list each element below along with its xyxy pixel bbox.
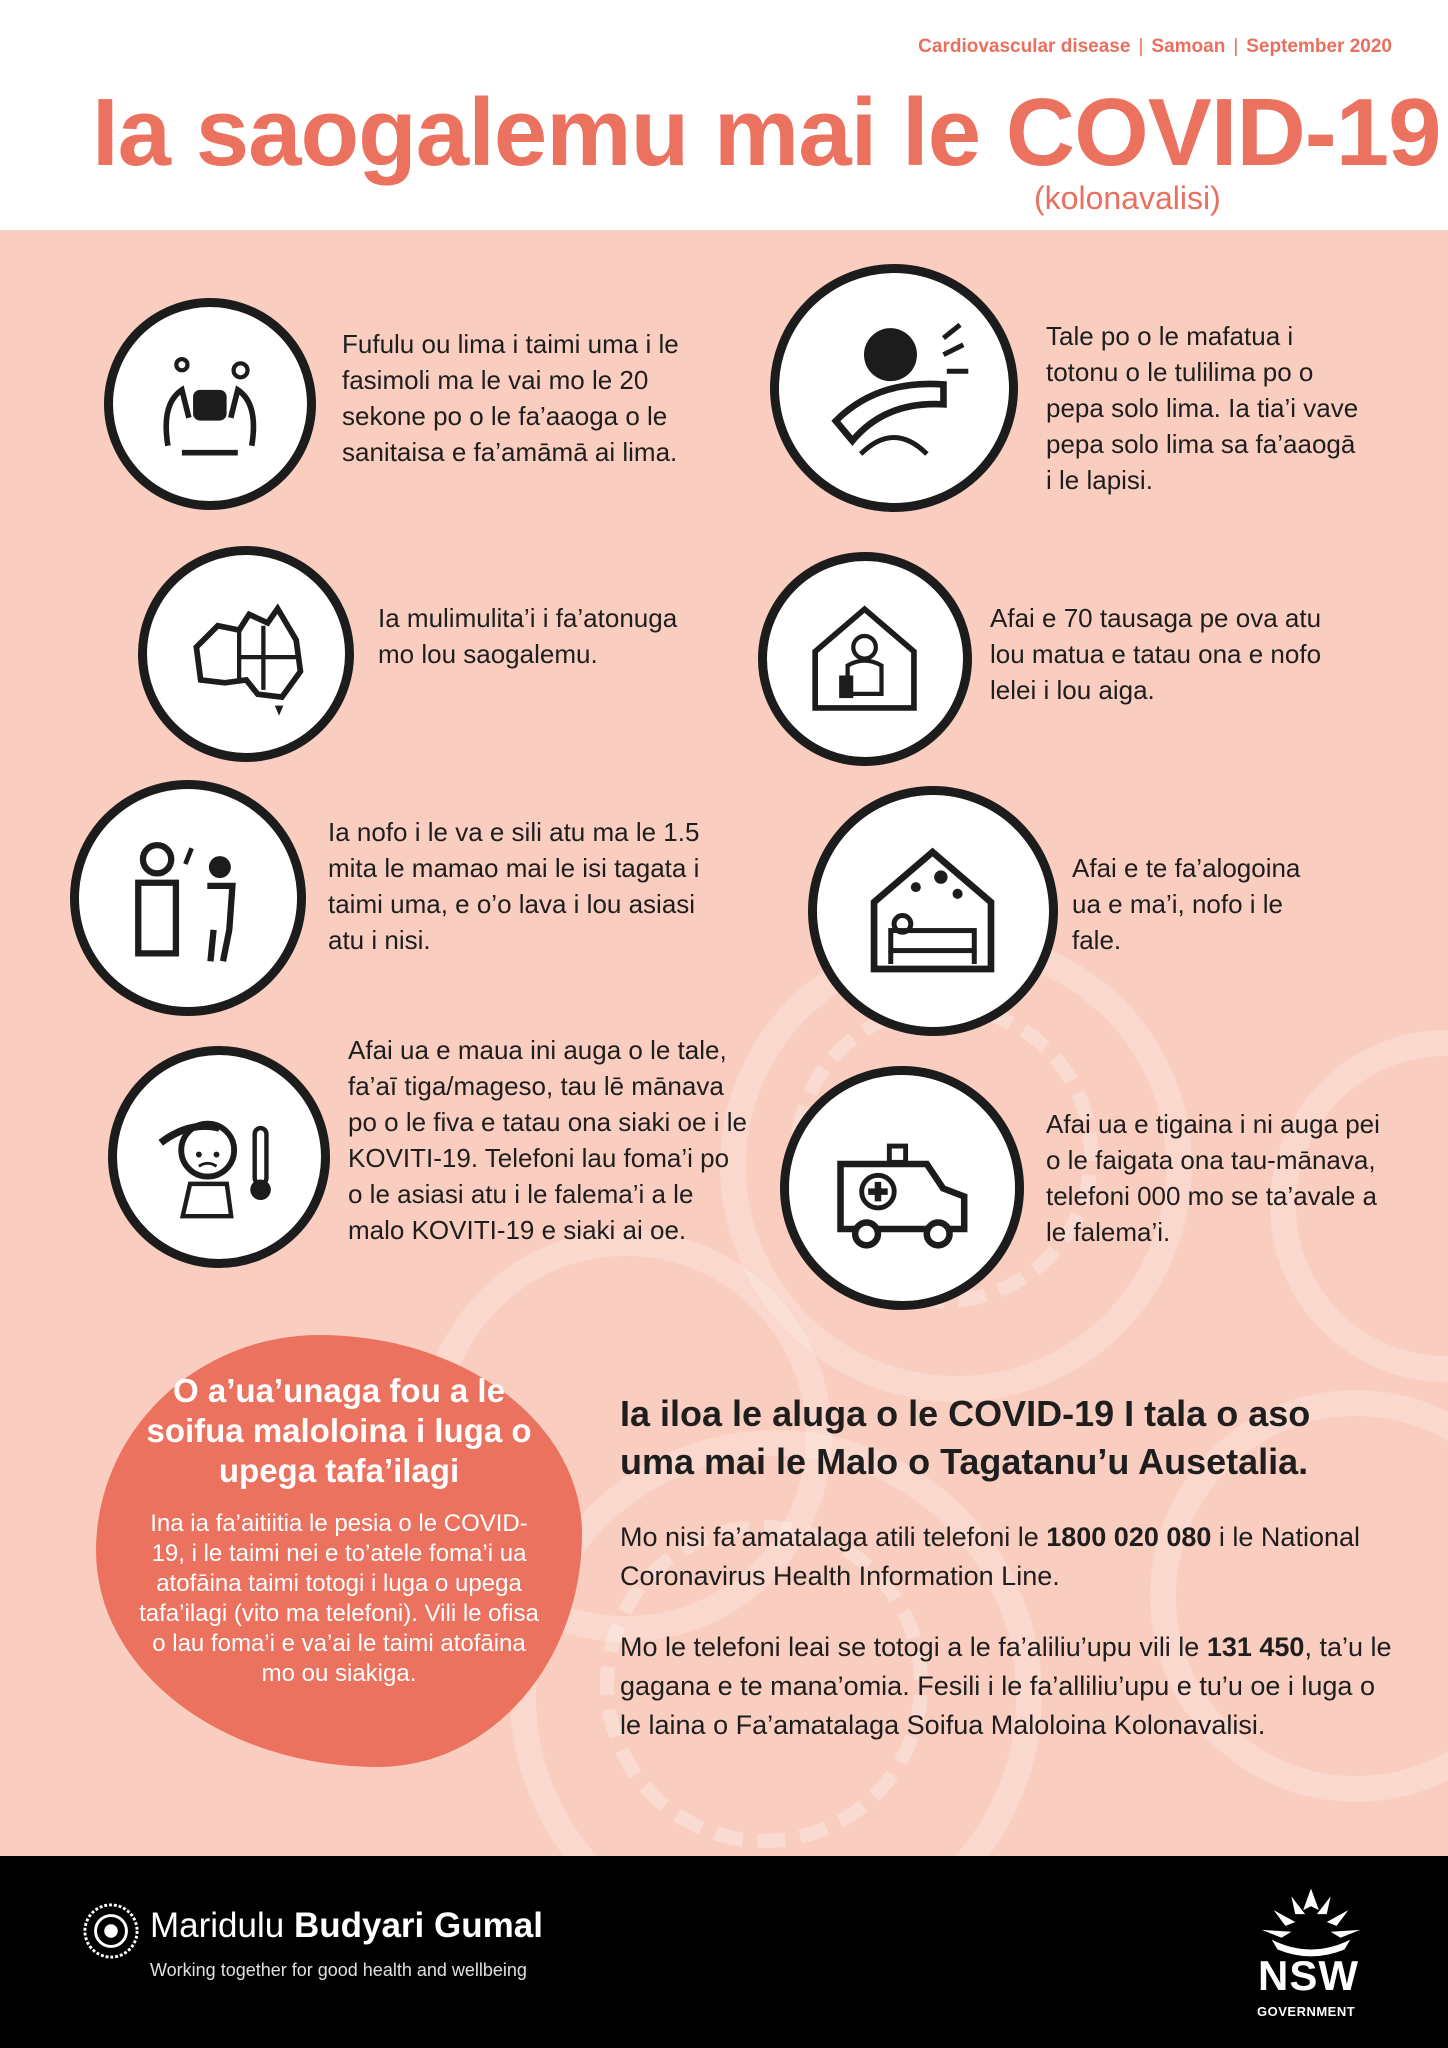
handwashing-icon — [104, 298, 316, 510]
sick-in-bed-icon — [808, 786, 1058, 1036]
info-text: Mo nisi fa’amatalaga atili telefoni le — [620, 1522, 1047, 1552]
info-text: i le National Coronavirus Health Information Line. — [620, 1522, 1360, 1591]
telehealth-body: Ina ia fa’aitiitia le pesia o le COVID-19, i le taimi nei e to’atele foma’i ua atofāina taimi totogi i luga o upega tafa’ilagi (vito ma telefoni). Vili le ofisa o lau foma’i e va’ai le taimi atofāina mo ou siakiga. — [139, 1510, 539, 1687]
hotline-number[interactable]: 1800 020 080 — [1046, 1522, 1212, 1552]
tip-elderly-text: Afai e 70 tausaga pe ova atu lou matua e tatau ona e nofo lelei i lou aiga. — [990, 603, 1322, 705]
page-title: Ia saogalemu mai le COVID-19 — [92, 79, 1441, 186]
australia-map-icon — [138, 546, 354, 762]
tip-emergency-text: Afai ua e tigaina i ni auga pei o le faigata ona tau-mānava, telefoni 000 mo se ta’avale a le falema’i. — [1046, 1109, 1380, 1247]
tip-symptoms-text: Afai ua e maua ini auga o le tale, fa’aī tiga/mageso, tau lē mānava po o le fiva e tatau ona siaki oe i le KOVITI-19. Telefoni lau foma’i po o le asiasi atu i le falema’i a le malo KOVITI-19 e siaki ai oe. — [348, 1035, 747, 1245]
brand-name — [150, 1906, 543, 1946]
nsw-wordmark: NSW — [1258, 1952, 1359, 1999]
info-text: , ta’u le gagana e te mana’omia. Fesili i le fa’alliliu’upu e tu’u oe i luga o le laina o Fa’amatalaga Soifua Maloloina Kolonavalisi. — [620, 1632, 1392, 1740]
meta-separator: | — [1233, 36, 1239, 57]
brand-word: Maridulu — [150, 1906, 294, 1945]
info-heading: Ia iloa le aluga o le COVID-19 I tala o aso uma mai le Malo o Tagatanu’u Ausetalia. — [620, 1393, 1311, 1482]
fever-thermometer-icon — [108, 1046, 330, 1268]
brand-word: Budyari — [293, 1906, 434, 1945]
government-label: GOVERNMENT — [1257, 2004, 1356, 2019]
page-subtitle: (kolonavalisi) — [1034, 180, 1221, 216]
tip-distancing-text: Ia nofo i le va e sili atu ma le 1.5 mita le mamao mai le isi tagata i taimi uma, e o’o lava i lou asiasi atu i nisi. — [328, 817, 700, 955]
tip-handwashing-text: Fufulu ou lima i taimi uma i le fasimoli ma le vai mo le 20 sekone po o le fa’aaoga o le sanitaisa e fa’amāmā ai lima. — [342, 329, 679, 467]
meta-separator: | — [1138, 36, 1144, 57]
brand-tagline: Working together for good health and wellbeing — [150, 1960, 527, 1980]
interpreter-number[interactable]: 131 450 — [1206, 1632, 1305, 1662]
tip-stay-home-text: Afai e te fa’alogoina ua e ma’i, nofo i le fale. — [1072, 853, 1301, 955]
telehealth-heading: O a’ua’unaga fou a le soifua maloloina i luga o upega tafa’ilagi — [146, 1372, 532, 1489]
info-interpreter-paragraph — [620, 1628, 1400, 1745]
maridulu-logo-icon — [82, 1902, 140, 1960]
info-hotline-paragraph — [620, 1518, 1400, 1596]
ambulance-icon — [780, 1066, 1024, 1310]
brand-word: Gumal — [434, 1906, 543, 1945]
meta-topic: Cardiovascular disease — [918, 36, 1131, 57]
info-text: Mo le telefoni leai se totogi a le fa’aliliu’upu vili le — [620, 1632, 1207, 1662]
cough-elbow-icon — [770, 264, 1018, 512]
document-meta — [918, 36, 1392, 58]
elder-at-home-icon — [758, 552, 972, 766]
tip-cough-text: Tale po o le mafatua i totonu o le tulilima po o pepa solo lima. Ia tia’i vave pepa solo lima sa fa’aaogā i le lapisi. — [1046, 321, 1359, 495]
tip-advice-text: Ia mulimulita’i i fa’atonuga mo lou saogalemu. — [378, 603, 678, 669]
footer — [0, 1856, 1448, 2048]
meta-date: September 2020 — [1246, 36, 1392, 57]
distancing-icon — [70, 780, 306, 1016]
waratah-icon — [1252, 1880, 1370, 1960]
meta-language: Samoan — [1151, 36, 1226, 57]
